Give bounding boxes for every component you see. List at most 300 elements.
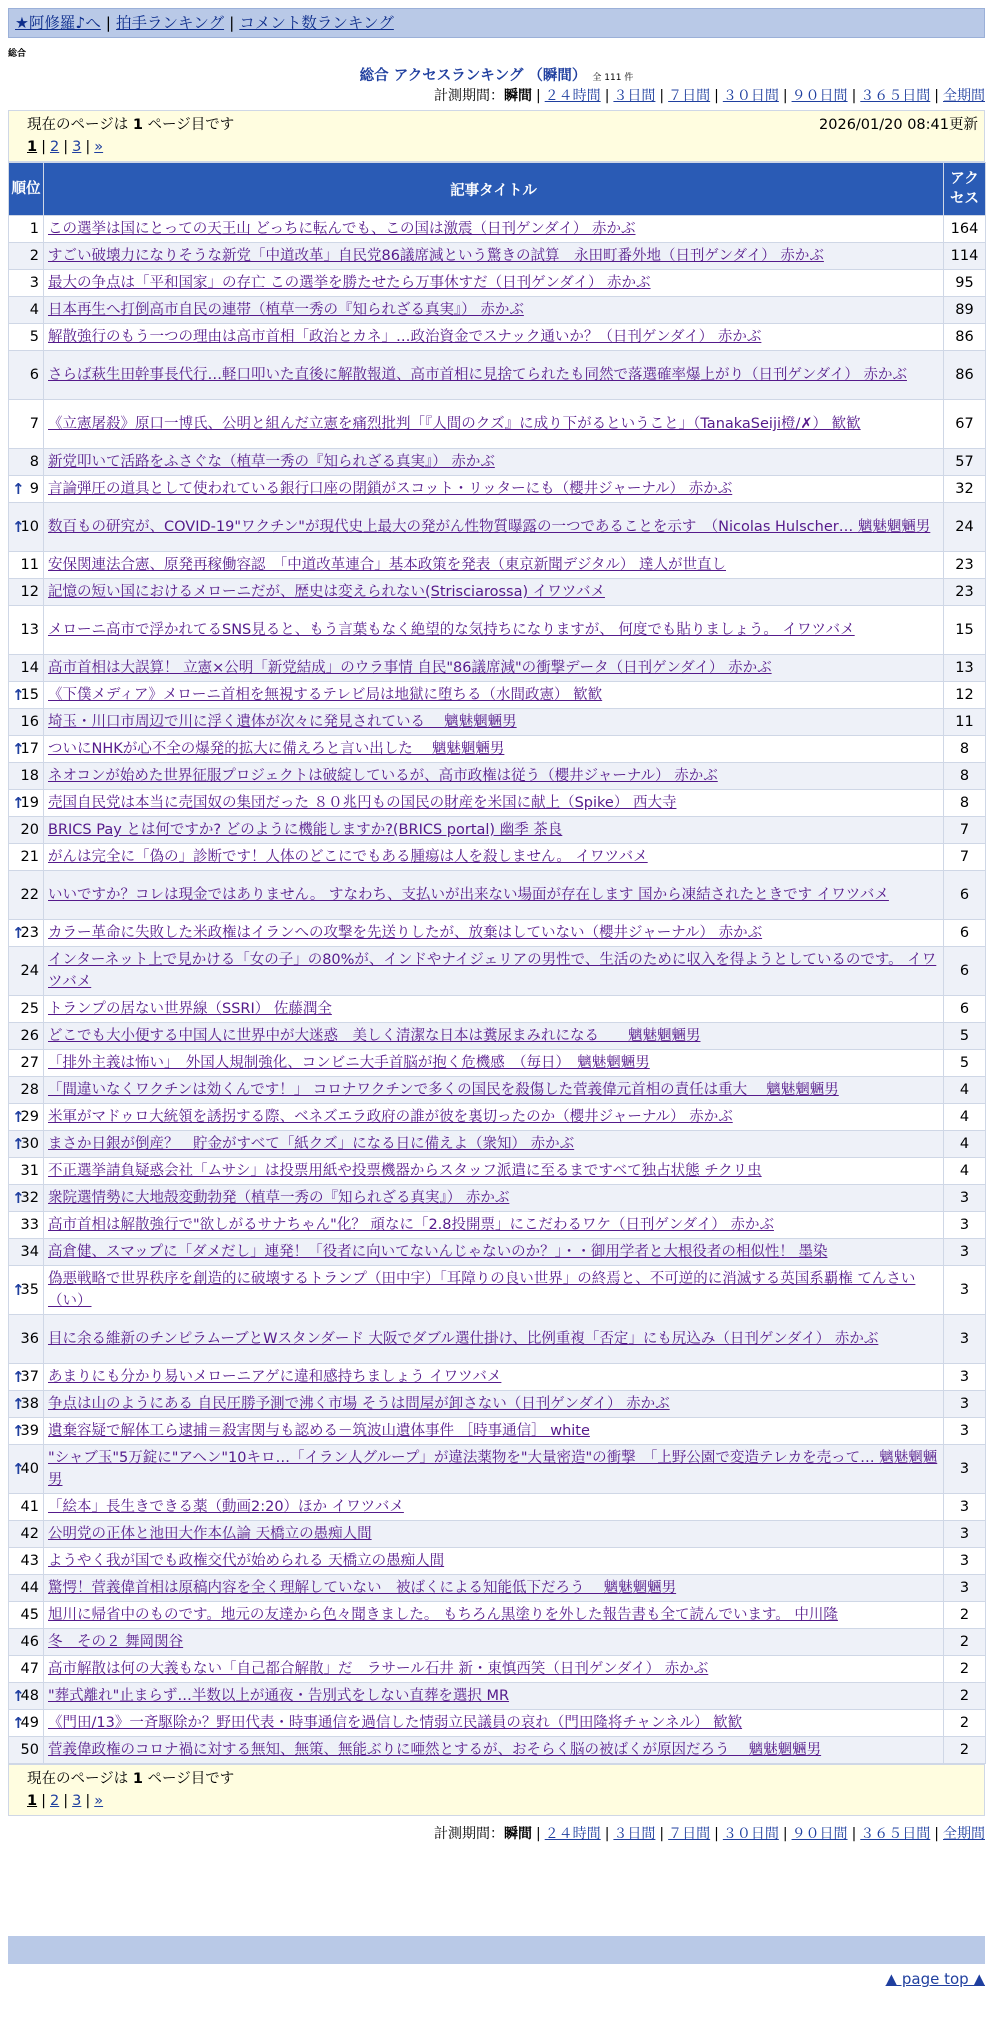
rank-cell (9, 1683, 44, 1710)
table-row (9, 1683, 986, 1710)
rank-cell (9, 1023, 44, 1050)
access-count-cell: 4 (944, 1104, 986, 1131)
period-separator: | (782, 88, 788, 104)
rank-up-arrow-icon: ↑ (12, 924, 25, 942)
title-cell (44, 552, 944, 579)
pagination-bottom (27, 1791, 978, 1815)
title-cell (44, 947, 944, 996)
title-cell (44, 1656, 944, 1683)
rank-column-header: 順位 (9, 163, 44, 216)
rank-cell (9, 216, 44, 243)
period-separator: | (851, 1826, 857, 1842)
rank-cell (9, 790, 44, 817)
period-separator: | (659, 1826, 665, 1842)
period-separator: | (714, 88, 719, 104)
rank-up-arrow-icon: ↑ (12, 1395, 25, 1413)
page-separator: | (41, 1793, 46, 1809)
table-row (9, 1629, 986, 1656)
rank-number: 18 (20, 768, 39, 784)
rank-number: 37 (20, 1369, 39, 1385)
article-link[interactable]: BRICS Pay とは何ですか? どのように機能しますか?(BRICS portal) 幽季 茶良 (48, 822, 563, 838)
rank-cell (9, 1212, 44, 1239)
period-option[interactable]: ３０日間 (722, 1826, 779, 1842)
rank-number: 38 (20, 1396, 39, 1412)
period-separator: | (604, 88, 610, 104)
access-count-cell: 23 (944, 579, 986, 606)
rank-cell (9, 1391, 44, 1418)
rank-cell (9, 920, 44, 947)
article-link[interactable]: カラー革命に失敗した米政権はイランへの攻撃を先送りしたが、放棄はしていない（櫻井ジャーナル） 赤かぶ (48, 925, 763, 941)
rank-cell (9, 996, 44, 1023)
rank-number: 27 (20, 1055, 39, 1071)
period-label: 計測期間： (433, 1826, 504, 1842)
rank-number: 23 (20, 925, 39, 941)
comment-ranking-link[interactable]: コメント数ランキング (239, 14, 394, 32)
article-link[interactable]: 公明党の正体と池田大作本仏論 天橋立の愚痴人間 (48, 1526, 372, 1542)
period-separator: | (851, 88, 857, 104)
title-cell (44, 1602, 944, 1629)
access-count-cell: 11 (944, 709, 986, 736)
rank-cell (9, 871, 44, 920)
table-row (9, 1077, 986, 1104)
rank-number: 32 (20, 1190, 39, 1206)
rank-number: 26 (20, 1028, 39, 1044)
article-link[interactable]: "葬式離れ"止まらず…半数以上が通夜・告別式をしない直葬を選択 MR (48, 1688, 510, 1704)
title-cell (44, 216, 944, 243)
title-cell (44, 1575, 944, 1602)
nav-separator: | (105, 14, 112, 32)
article-link[interactable]: ネオコンが始めた世界征服プロジェクトは破綻しているが、高市政権は従う（櫻井ジャーナル） 赤かぶ (48, 768, 718, 784)
title-cell (44, 1521, 944, 1548)
page-separator: | (63, 139, 69, 155)
page-separator: | (41, 139, 46, 155)
title-cell (44, 763, 944, 790)
rank-number: 24 (20, 963, 39, 979)
article-link[interactable]: 売国自民党は本当に売国奴の集団だった ８０兆円もの国民の財産を米国に献上（Spike） 西大寺 (48, 795, 677, 811)
period-option[interactable]: 全期間 (943, 88, 985, 104)
access-count-cell: 8 (944, 736, 986, 763)
rank-up-arrow-icon: ↑ (12, 518, 25, 536)
rank-up-arrow-icon: ↑ (12, 794, 25, 812)
period-option[interactable]: ７日間 (668, 1826, 711, 1842)
access-count-cell: 86 (944, 351, 986, 400)
article-link[interactable]: 高市首相は大誤算！ 立憲×公明「新党結成」のウラ事情 自民"86議席減"の衝撃データ（日刊ゲンダイ） 赤かぶ (48, 660, 772, 676)
article-link[interactable]: がんは完全に「偽の」診断です！人体のどこにでもある腫瘍は人を殺しません。 イワツバメ (48, 849, 648, 865)
access-count-cell: 3 (944, 1266, 986, 1315)
article-link[interactable]: トランプの居ない世界線（SSRI） 佐藤潤全 (48, 1001, 332, 1017)
rank-number: 33 (20, 1217, 39, 1233)
period-separator: | (934, 88, 939, 104)
current-page-number: 1 (132, 117, 143, 133)
article-link[interactable]: 冬 その２ 舞岡関谷 (48, 1634, 184, 1650)
rank-cell (9, 1445, 44, 1494)
title-cell (44, 476, 944, 503)
updated-timestamp: 2026/01/20 08:41更新 (819, 117, 978, 133)
page-link[interactable]: 3 (72, 139, 82, 155)
rank-number: 44 (20, 1580, 39, 1596)
page-link[interactable]: 2 (49, 139, 60, 155)
rank-cell (9, 817, 44, 844)
article-link[interactable]: 《立憲屠殺》原口一博氏、公明と組んだ立憲を痛烈批判「『人間のクズ』に成り下がるということ」（TanakaSeiji橙/✗） 歓歓 (48, 416, 861, 432)
period-option[interactable]: ２４時間 (544, 1826, 601, 1842)
access-count-cell: 13 (944, 655, 986, 682)
access-count-cell: 3 (944, 1445, 986, 1494)
page-link[interactable]: 3 (72, 1793, 82, 1809)
article-link[interactable]: ついにNHKが心不全の爆発的拡大に備えろと言い出した 魑魅魍魎男 (48, 741, 505, 757)
article-link[interactable]: 安保関連法合憲、原発再稼働容認 「中道改革連合」基本政策を発表（東京新聞デジタル） 達人が世直し (48, 557, 726, 573)
rank-number: 45 (20, 1607, 39, 1623)
title-cell (44, 243, 944, 270)
period-label: 計測期間： (433, 88, 504, 104)
table-row (9, 449, 986, 476)
access-count-cell: 3 (944, 1185, 986, 1212)
period-separator: | (714, 1826, 719, 1842)
period-option[interactable]: ７日間 (668, 88, 711, 104)
article-link[interactable]: 新党叩いて活路をふさぐな（植草一秀の『知られざる真実』） 赤かぶ (48, 454, 495, 470)
rank-up-arrow-icon: ↑ (12, 1135, 25, 1153)
table-row (9, 790, 986, 817)
next-page-link[interactable]: » (94, 139, 104, 155)
rank-cell (9, 476, 44, 503)
title-cell (44, 1445, 944, 1494)
rank-number: 16 (20, 714, 39, 730)
period-option[interactable]: ９０日間 (791, 1826, 848, 1842)
article-link[interactable]: ようやく我が国でも政権交代が始められる 天橋立の愚痴人間 (48, 1553, 445, 1569)
access-count-cell: 3 (944, 1239, 986, 1266)
title-cell (44, 709, 944, 736)
clap-ranking-link[interactable]: 拍手ランキング (116, 14, 225, 32)
article-link[interactable]: 記憶の短い国におけるメローニだが、歴史は変えられない(Strisciarossa) イワツバメ (48, 584, 605, 600)
article-link[interactable]: 「排外主義は怖い」 外国人規制強化、コンビニ大手首脳が抱く危機感 （毎日） 魑魅魍魎男 (48, 1055, 650, 1071)
title-cell (44, 736, 944, 763)
rank-number: 48 (20, 1688, 39, 1704)
rank-cell (9, 1710, 44, 1737)
access-count-cell: 114 (944, 243, 986, 270)
article-link[interactable]: 偽悪戦略で世界秩序を創造的に破壊するトランプ（田中宇）「耳障りの良い世界」の終焉と、不可逆的に消滅する英国系覇権 てんさい（い） (48, 1271, 916, 1309)
rank-cell (9, 1575, 44, 1602)
rank-up-arrow-icon: ↑ (12, 1108, 25, 1126)
rank-number: 25 (20, 1001, 39, 1017)
period-option[interactable]: 全期間 (943, 1826, 985, 1842)
rank-up-arrow-icon: ↑ (12, 1422, 25, 1440)
rank-number: 1 (29, 221, 39, 237)
next-page-link[interactable]: » (94, 1793, 104, 1809)
current-page-text: 現在のページは 1 ページ目です (27, 1771, 235, 1787)
access-count-cell: 15 (944, 606, 986, 655)
access-count-cell: 7 (944, 817, 986, 844)
rank-cell (9, 324, 44, 351)
access-count-cell: 2 (944, 1737, 986, 1764)
title-cell (44, 579, 944, 606)
table-row (9, 1548, 986, 1575)
article-link[interactable]: インターネット上で見かける「女の子」の80%が、インドやナイジェリアの男性で、生活のために収入を得ようとしているのです。 イワツバメ (48, 952, 937, 990)
table-row (9, 871, 986, 920)
rank-cell (9, 947, 44, 996)
title-cell (44, 1364, 944, 1391)
rank-up-arrow-icon: ↑ (12, 740, 25, 758)
access-count-cell: 3 (944, 1364, 986, 1391)
period-separator: | (535, 88, 541, 104)
article-link[interactable]: 高市首相は解散強行で"欲しがるサナちゃん"化？ 頑なに「2.8投開票」にこだわるワケ（日刊ゲンダイ） 赤かぶ (48, 1217, 774, 1233)
title-cell (44, 1185, 944, 1212)
article-link[interactable]: 遺棄容疑で解体工ら逮捕＝殺害関与も認める－筑波山遺体事件 ［時事通信］ white (48, 1423, 590, 1439)
period-option[interactable]: ９０日間 (791, 88, 848, 104)
rank-number: 3 (29, 275, 39, 291)
rank-number: 4 (29, 302, 39, 318)
title-cell (44, 1131, 944, 1158)
rank-up-arrow-icon: ↑ (12, 480, 25, 498)
table-row (9, 1315, 986, 1364)
period-option[interactable]: ３０日間 (722, 88, 779, 104)
rank-cell (9, 736, 44, 763)
table-row (9, 844, 986, 871)
article-link[interactable]: 目に余る維新のチンピラムーブとWスタンダード 大阪でダブル選仕掛け、比例重複「否定」にも尻込み（日刊ゲンダイ） 赤かぶ (48, 1331, 879, 1347)
article-link[interactable]: どこでも大小便する中国人に世界中が大迷惑 美しく清潔な日本は糞尿まみれになる 魑魅魍魎男 (48, 1028, 701, 1044)
title-cell (44, 1212, 944, 1239)
page-top-link-wrap (886, 1970, 985, 1988)
access-count-cell: 7 (944, 844, 986, 871)
rank-cell (9, 1239, 44, 1266)
period-option[interactable]: ２４時間 (544, 88, 601, 104)
period-separator: | (604, 1826, 610, 1842)
access-count-cell: 86 (944, 324, 986, 351)
article-link[interactable]: 菅義偉政権のコロナ禍に対する無知、無策、無能ぶりに唖然とするが、おそらく脳の被ばくが原因だろう 魑魅魍魎男 (48, 1742, 822, 1758)
access-column-header: アクセス (944, 163, 986, 216)
rank-cell (9, 1737, 44, 1764)
access-count-cell: 6 (944, 996, 986, 1023)
footer-bar (8, 1936, 985, 1964)
article-link[interactable]: すごい破壊力になりそうな新党「中道改革」自民党86議席減という驚きの試算 永田町番外地（日刊ゲンダイ） 赤かぶ (48, 248, 824, 264)
rank-cell (9, 1364, 44, 1391)
table-row (9, 243, 986, 270)
table-row (9, 216, 986, 243)
article-link[interactable]: 「間違いなくワクチンは効くんです！」 コロナワクチンで多くの国民を殺傷した菅義偉元首相の責任は重大 魑魅魍魎男 (48, 1082, 839, 1098)
table-row (9, 1391, 986, 1418)
rank-number: 6 (29, 367, 39, 383)
table-row (9, 682, 986, 709)
rank-up-arrow-icon: ↑ (12, 1687, 25, 1705)
title-cell (44, 449, 944, 476)
pagination (27, 137, 978, 161)
table-row (9, 297, 986, 324)
article-link[interactable]: 旭川に帰省中のものです。地元の友達から色々聞きました。 もちろん黒塗りを外した報告書も全て読んでいます。 中川隆 (48, 1607, 838, 1623)
access-count-cell: 2 (944, 1683, 986, 1710)
period-option[interactable]: ３６５日間 (860, 88, 931, 104)
table-row (9, 351, 986, 400)
access-count-cell: 8 (944, 790, 986, 817)
rank-cell (9, 1266, 44, 1315)
title-cell (44, 1683, 944, 1710)
title-cell (44, 844, 944, 871)
rank-cell (9, 763, 44, 790)
title-cell (44, 297, 944, 324)
article-link[interactable]: 争点は山のようにある 自民圧勝予測で沸く市場 そうは問屋が卸さない（日刊ゲンダイ） 赤かぶ (48, 1396, 670, 1412)
title-cell (44, 1104, 944, 1131)
rank-number: 21 (20, 849, 39, 865)
table-row (9, 476, 986, 503)
page-link-current: 1 (27, 1793, 38, 1809)
table-row (9, 1656, 986, 1683)
period-selector-bottom (0, 1822, 985, 1846)
access-count-cell: 32 (944, 476, 986, 503)
table-row (9, 1239, 986, 1266)
rank-number: 31 (20, 1163, 39, 1179)
title-cell (44, 1391, 944, 1418)
table-row (9, 1131, 986, 1158)
title-column-header: 記事タイトル (44, 163, 944, 216)
article-link[interactable]: この選挙は国にとっての天王山 どっちに転んでも、この国は激震（日刊ゲンダイ） 赤かぶ (48, 221, 636, 237)
category-label: 総合 (8, 49, 27, 59)
article-link[interactable]: 日本再生へ打倒高市自民の連帯（植草一秀の『知られざる真実』） 赤かぶ (48, 302, 524, 318)
title-cell (44, 1548, 944, 1575)
access-count-cell: 67 (944, 400, 986, 449)
access-count-cell: 2 (944, 1629, 986, 1656)
table-row (9, 1185, 986, 1212)
rank-cell (9, 400, 44, 449)
title-cell (44, 996, 944, 1023)
page-link[interactable]: 2 (49, 1793, 60, 1809)
rank-up-arrow-icon: ↑ (12, 1368, 25, 1386)
article-link[interactable]: 埼玉・川口市周辺で川に浮く遺体が次々に発見されている 魑魅魍魎男 (48, 714, 517, 730)
page-info-box (8, 110, 985, 162)
rank-cell (9, 1185, 44, 1212)
title-cell (44, 1629, 944, 1656)
rank-number: 5 (29, 329, 39, 345)
access-count-cell: 95 (944, 270, 986, 297)
table-row (9, 1737, 986, 1764)
rank-number: 36 (20, 1331, 39, 1347)
page-top-link[interactable]: ▲ page top ▲ (885, 1970, 985, 1988)
period-separator: | (934, 1826, 939, 1842)
rank-cell (9, 1548, 44, 1575)
article-link[interactable]: 不正選挙請負疑惑会社「ムサシ」は投票用紙や投票機器からスタッフ派遣に至るまですべて独占状態 チクリ虫 (48, 1163, 762, 1179)
title-cell (44, 606, 944, 655)
access-count-cell: 3 (944, 1521, 986, 1548)
title-cell (44, 1077, 944, 1104)
article-link[interactable]: 《下僕メディア》メローニ首相を無視するテレビ局は地獄に堕ちる（水間政憲） 歓歓 (48, 687, 603, 703)
rank-up-arrow-icon: ↑ (12, 1460, 25, 1478)
rank-cell (9, 1494, 44, 1521)
rank-cell (9, 449, 44, 476)
rank-number: 39 (20, 1423, 39, 1439)
rank-cell (9, 1104, 44, 1131)
article-link[interactable]: 高倉健、スマップに「ダメだし」連発！「役者に向いてないんじゃないのか？」・・御用学者と大根役者の相似性！ 墨染 (48, 1244, 828, 1260)
home-link[interactable]: ★阿修羅♪へ (15, 14, 101, 32)
nav-separator: | (229, 14, 235, 32)
article-link[interactable]: 衆院選情勢に大地殻変動勃発（植草一秀の『知られざる真実』） 赤かぶ (48, 1190, 510, 1206)
page-separator: | (63, 1793, 69, 1809)
rank-number: 49 (20, 1715, 39, 1731)
rank-number: 7 (29, 416, 39, 432)
rank-cell (9, 270, 44, 297)
ranking-table (8, 162, 986, 1764)
rank-number: 46 (20, 1634, 39, 1650)
article-link[interactable]: "シャブ玉"5万錠に"アヘン"10キロ…「イラン人グループ」が違法薬物を"大量密造"の衝撃 「上野公園で変造テレカを売って… 魑魅魍魎男 (48, 1450, 938, 1488)
article-link[interactable]: 「絵本」長生きできる薬（動画2:20）ほか イワツバメ (48, 1499, 404, 1515)
access-count-cell: 4 (944, 1077, 986, 1104)
table-row (9, 270, 986, 297)
table-row (9, 1494, 986, 1521)
period-option[interactable]: ３６５日間 (860, 1826, 931, 1842)
table-row (9, 1023, 986, 1050)
access-count-cell: 4 (944, 1131, 986, 1158)
title-cell (44, 682, 944, 709)
rank-number: 15 (20, 687, 39, 703)
article-link[interactable]: 《門田/13》一斉駆除か？野田代表・時事通信を過信した情弱立民議員の哀れ（門田隆将チャンネル） 歓歓 (48, 1715, 743, 1731)
table-row (9, 1364, 986, 1391)
rank-number: 40 (20, 1461, 39, 1477)
rank-cell (9, 503, 44, 552)
title-cell (44, 1418, 944, 1445)
rank-cell (9, 351, 44, 400)
current-page-text: 現在のページは 1 ページ目です (27, 117, 235, 133)
article-link[interactable]: 米軍がマドゥロ大統領を誘拐する際、ベネズエラ政府の誰が彼を裏切ったのか（櫻井ジャーナル） 赤かぶ (48, 1109, 733, 1125)
period-option[interactable]: ３日間 (613, 88, 656, 104)
period-option[interactable]: ３日間 (613, 1826, 656, 1842)
rank-number: 13 (20, 622, 39, 638)
table-row (9, 1104, 986, 1131)
article-link[interactable]: あまりにも分かり易いメローニアゲに違和感持ちましょう イワツバメ (48, 1369, 502, 1385)
period-option: 瞬間 (503, 88, 532, 104)
rank-number: 14 (20, 660, 39, 676)
access-count-cell: 3 (944, 1575, 986, 1602)
title-cell (44, 1158, 944, 1185)
table-row (9, 1710, 986, 1737)
title-cell (44, 400, 944, 449)
rank-cell (9, 1629, 44, 1656)
access-count-cell: 6 (944, 947, 986, 996)
table-row (9, 947, 986, 996)
title-cell (44, 1023, 944, 1050)
rank-number: 17 (20, 741, 39, 757)
rank-cell (9, 682, 44, 709)
ranking-title: 総合 アクセスランキング （瞬間） (359, 68, 587, 84)
top-navigation (8, 8, 985, 38)
rank-number: 35 (20, 1282, 39, 1298)
rank-number: 19 (20, 795, 39, 811)
article-link[interactable]: いいですか？コレは現金ではありません。 すなわち、支払いが出来ない場面が存在します 国から凍結されたときです イワツバメ (48, 887, 889, 903)
rank-number: 12 (20, 584, 39, 600)
rank-number: 28 (20, 1082, 39, 1098)
table-row (9, 552, 986, 579)
table-row (9, 606, 986, 655)
title-cell (44, 790, 944, 817)
title-cell (44, 1315, 944, 1364)
article-link[interactable]: メローニ高市で浮かれてるSNS見ると、もう言葉もなく絶望的な気持ちになりますが、 何度でも貼りましょう。 イワツバメ (48, 622, 855, 638)
rank-cell (9, 655, 44, 682)
article-link[interactable]: 解散強行のもう一つの理由は高市首相「政治とカネ」…政治資金でスナック通いか？（日刊ゲンダイ） 赤かぶ (48, 329, 762, 345)
title-cell (44, 1710, 944, 1737)
rank-cell (9, 1656, 44, 1683)
article-link[interactable]: 驚愕！菅義偉首相は原稿内容を全く理解していない 被ばくによる知能低下だろう 魑魅魍魎男 (48, 1580, 677, 1596)
article-link[interactable]: 数百もの研究が、COVID-19"ワクチン"が現代史上最大の発がん性物質曝露の一つであることを示す （Nicolas Hulscher… 魑魅魍魎男 (48, 519, 931, 535)
article-link[interactable]: まさか日銀が倒産？ 貯金がすべて「紙クズ」になる日に備えよ（衆知） 赤かぶ (48, 1136, 575, 1152)
article-link[interactable]: 高市解散は何の大義もない「自己都合解散」だ ラサール石井 新・東慎西笑（日刊ゲンダイ） 赤かぶ (48, 1661, 709, 1677)
article-link[interactable]: 最大の争点は「平和国家」の存亡 この選挙を勝たせたら万事休すだ（日刊ゲンダイ） 赤かぶ (48, 275, 651, 291)
article-link[interactable]: 言論弾圧の道具として使われている銀行口座の閉鎖がスコット・リッターにも（櫻井ジャーナル） 赤かぶ (48, 481, 733, 497)
table-row (9, 400, 986, 449)
access-count-cell: 6 (944, 871, 986, 920)
current-page-number: 1 (132, 1771, 143, 1787)
rank-number: 10 (20, 519, 39, 535)
table-row (9, 655, 986, 682)
article-link[interactable]: さらば萩生田幹事長代行…軽口叩いた直後に解散報道、高市首相に見捨てられたも同然で落選確率爆上がり（日刊ゲンダイ） 赤かぶ (48, 367, 907, 383)
access-count-cell: 8 (944, 763, 986, 790)
rank-number: 22 (20, 887, 39, 903)
rank-cell (9, 709, 44, 736)
rank-cell (9, 1602, 44, 1629)
table-row (9, 996, 986, 1023)
